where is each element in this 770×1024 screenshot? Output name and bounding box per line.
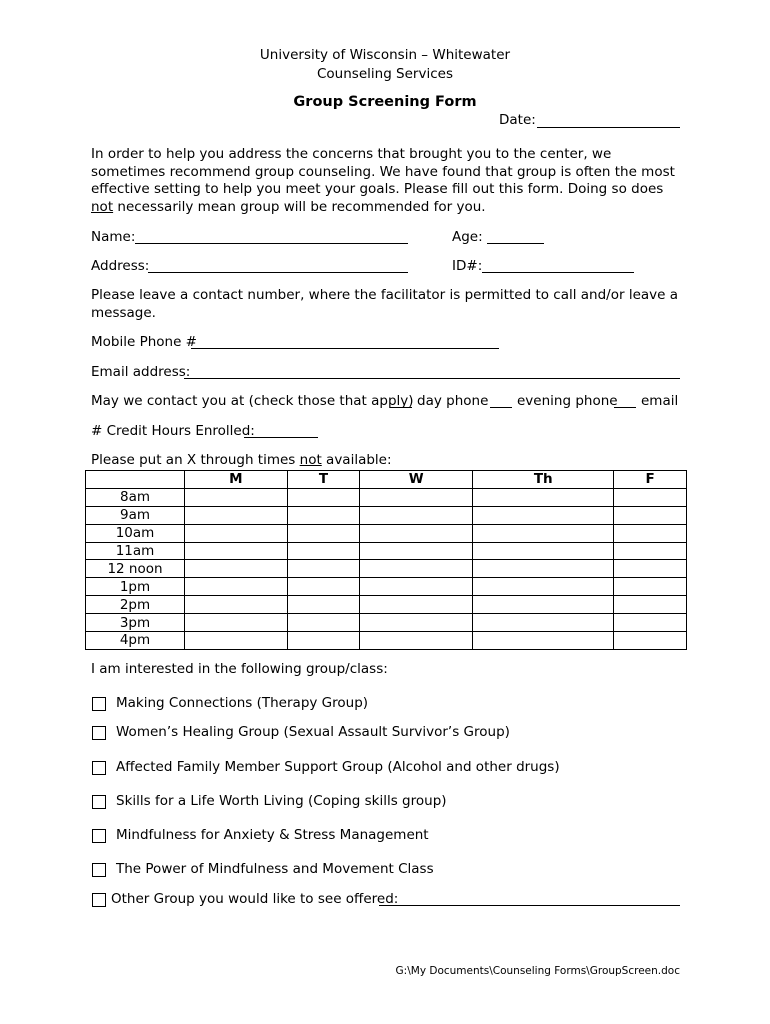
group-label-affected-family: Affected Family Member Support Group (Alcohol and other drugs) <box>116 759 560 775</box>
availability-cell[interactable] <box>185 488 288 506</box>
availability-cell[interactable] <box>614 506 687 524</box>
group-checkbox-affected-family[interactable] <box>92 761 106 775</box>
availability-cell[interactable] <box>287 632 360 650</box>
availability-cell[interactable] <box>287 596 360 614</box>
evening-phone-check-field[interactable] <box>490 407 512 408</box>
table-row <box>86 506 687 524</box>
availability-cell[interactable] <box>287 524 360 542</box>
other-group-field[interactable] <box>379 905 680 906</box>
date-field[interactable] <box>537 127 680 128</box>
age-field[interactable] <box>487 243 544 244</box>
group-checkbox-mindfulness-anxiety[interactable] <box>92 829 106 843</box>
availability-cell[interactable] <box>473 488 614 506</box>
availability-cell[interactable] <box>185 506 288 524</box>
availability-cell[interactable] <box>473 560 614 578</box>
availability-cell[interactable] <box>360 542 473 560</box>
intro-text-before: In order to help you address the concerns that brought you to the center, we sometimes recommend group counseling. We have found that group is often the most effective setting to help you meet your goals. Please fill out this form. Doing so does <box>91 146 675 197</box>
availability-cell[interactable] <box>473 632 614 650</box>
group-checkbox-other[interactable] <box>92 893 106 907</box>
evening-phone-label: evening phone <box>517 393 618 409</box>
groups-heading: I am interested in the following group/class: <box>91 661 388 677</box>
availability-cell[interactable] <box>473 506 614 524</box>
date-label: Date: <box>499 112 536 128</box>
table-header-row <box>86 471 687 489</box>
document-path: G:\My Documents\Counseling Forms\GroupScreen.doc <box>395 965 680 977</box>
table-row <box>86 596 687 614</box>
day-header-f: F <box>614 471 687 489</box>
availability-cell[interactable] <box>185 578 288 596</box>
address-field[interactable] <box>148 272 408 273</box>
name-field[interactable] <box>135 243 408 244</box>
day-header-t: T <box>287 471 360 489</box>
time-label: 4pm <box>86 632 185 650</box>
availability-cell[interactable] <box>287 542 360 560</box>
availability-cell[interactable] <box>614 524 687 542</box>
availability-cell[interactable] <box>473 596 614 614</box>
availability-cell[interactable] <box>185 542 288 560</box>
email-field[interactable] <box>184 378 680 379</box>
availability-cell[interactable] <box>185 596 288 614</box>
table-row <box>86 542 687 560</box>
group-label-other: Other Group you would like to see offered: <box>111 891 399 907</box>
day-header-m: M <box>185 471 288 489</box>
availability-cell[interactable] <box>360 614 473 632</box>
availability-cell[interactable] <box>360 596 473 614</box>
day-phone-check-field[interactable] <box>390 407 412 408</box>
group-checkbox-skills-life[interactable] <box>92 795 106 809</box>
availability-cell[interactable] <box>185 614 288 632</box>
day-header-w: W <box>360 471 473 489</box>
table-row <box>86 614 687 632</box>
availability-table <box>85 470 687 650</box>
time-label: 1pm <box>86 578 185 596</box>
university-name: University of Wisconsin – Whitewater <box>259 47 511 63</box>
intro-text-underlined: not <box>91 198 114 215</box>
availability-cell[interactable] <box>360 632 473 650</box>
email-label: Email address: <box>91 364 191 380</box>
group-label-making-connections: Making Connections (Therapy Group) <box>116 695 369 711</box>
table-row <box>86 524 687 542</box>
age-label: Age: <box>452 229 483 245</box>
group-checkbox-mindfulness-movement[interactable] <box>92 863 106 877</box>
schedule-text-before: Please put an X through times <box>91 452 300 468</box>
availability-cell[interactable] <box>614 542 687 560</box>
email-option-label: email <box>641 393 679 409</box>
time-label: 11am <box>86 542 185 560</box>
availability-cell[interactable] <box>473 614 614 632</box>
time-label: 12 noon <box>86 560 185 578</box>
schedule-text-after: available: <box>321 452 392 468</box>
credit-hours-label: # Credit Hours Enrolled: <box>91 423 255 439</box>
availability-cell[interactable] <box>473 524 614 542</box>
availability-cell[interactable] <box>287 578 360 596</box>
availability-cell[interactable] <box>614 488 687 506</box>
address-label: Address: <box>91 258 150 274</box>
availability-cell[interactable] <box>614 632 687 650</box>
availability-cell[interactable] <box>360 560 473 578</box>
time-label: 2pm <box>86 596 185 614</box>
availability-cell[interactable] <box>614 596 687 614</box>
form-title: Group Screening Form <box>293 94 477 110</box>
id-label: ID#: <box>452 258 483 274</box>
availability-cell[interactable] <box>185 524 288 542</box>
availability-cell[interactable] <box>614 560 687 578</box>
availability-cell[interactable] <box>287 614 360 632</box>
contact-question: May we contact you at (check those that apply) <box>91 393 414 409</box>
availability-cell[interactable] <box>185 560 288 578</box>
group-checkbox-making-connections[interactable] <box>92 697 106 711</box>
schedule-text-underlined: not <box>299 452 322 468</box>
time-label: 9am <box>86 506 185 524</box>
table-row <box>86 560 687 578</box>
department-name: Counseling Services <box>317 66 453 82</box>
availability-cell[interactable] <box>360 578 473 596</box>
availability-cell[interactable] <box>360 506 473 524</box>
intro-paragraph <box>91 146 681 216</box>
availability-cell[interactable] <box>287 506 360 524</box>
group-label-womens-healing: Women’s Healing Group (Sexual Assault Survivor’s Group) <box>116 724 510 740</box>
mobile-label: Mobile Phone # <box>91 334 197 350</box>
group-label-mindfulness-anxiety: Mindfulness for Anxiety & Stress Management <box>116 827 429 843</box>
availability-cell[interactable] <box>185 632 288 650</box>
contact-instructions: Please leave a contact number, where the facilitator is permitted to call and/or leave a message. <box>91 287 679 321</box>
mobile-field[interactable] <box>191 348 499 349</box>
day-header-th: Th <box>473 471 614 489</box>
group-checkbox-womens-healing[interactable] <box>92 726 106 740</box>
table-corner-cell <box>86 471 185 489</box>
intro-text-after: necessarily mean group will be recommended for you. <box>113 198 486 215</box>
email-check-field[interactable] <box>614 407 636 408</box>
availability-cell[interactable] <box>614 614 687 632</box>
schedule-instructions <box>91 452 392 468</box>
availability-cell[interactable] <box>287 488 360 506</box>
group-label-mindfulness-movement: The Power of Mindfulness and Movement Class <box>116 861 434 877</box>
time-label: 3pm <box>86 614 185 632</box>
day-phone-label: day phone <box>417 393 489 409</box>
availability-cell[interactable] <box>614 578 687 596</box>
availability-cell[interactable] <box>473 578 614 596</box>
name-label: Name: <box>91 229 136 245</box>
id-field[interactable] <box>482 272 634 273</box>
availability-cell[interactable] <box>360 524 473 542</box>
availability-cell[interactable] <box>473 542 614 560</box>
time-label: 10am <box>86 524 185 542</box>
credit-hours-field[interactable] <box>244 437 318 438</box>
table-row <box>86 488 687 506</box>
availability-cell[interactable] <box>360 488 473 506</box>
availability-cell[interactable] <box>287 560 360 578</box>
group-label-skills-life: Skills for a Life Worth Living (Coping skills group) <box>116 793 447 809</box>
time-label: 8am <box>86 488 185 506</box>
table-row <box>86 578 687 596</box>
table-row <box>86 632 687 650</box>
